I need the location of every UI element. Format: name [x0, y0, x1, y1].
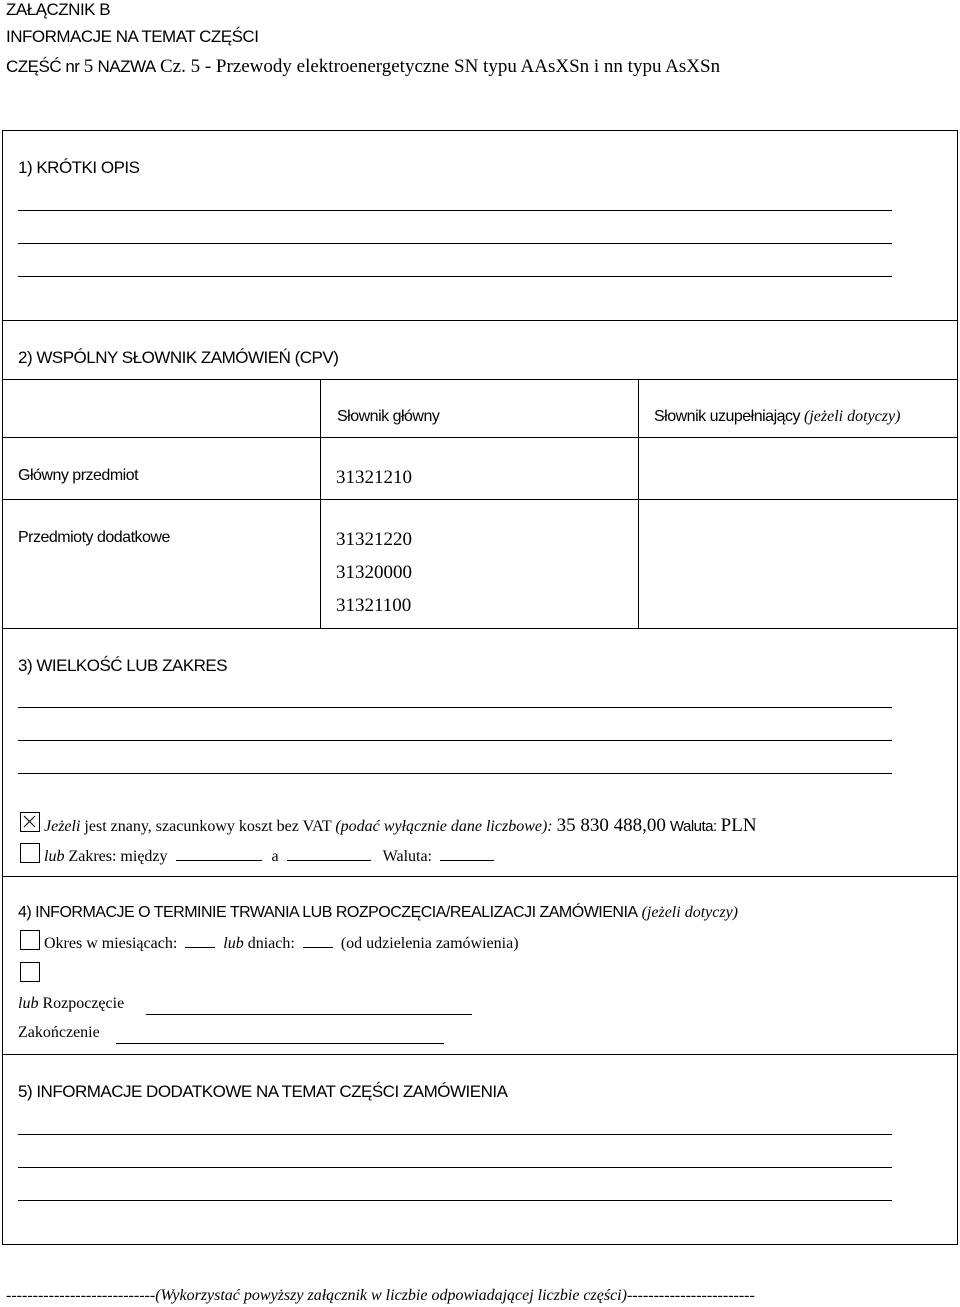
check-x-icon	[21, 813, 38, 830]
days-label: dniach:	[247, 935, 295, 952]
section1-title: 1) KRÓTKI OPIS	[18, 158, 140, 177]
blank-line	[18, 1200, 892, 1201]
section-heading: INFORMACJE NA TEMAT CZĘŚCI	[6, 27, 259, 46]
range-or: lub	[44, 848, 65, 865]
cpv-extra-code: 31321100	[336, 595, 412, 616]
blank-line	[18, 1134, 892, 1135]
months-checkbox[interactable]	[20, 930, 40, 950]
duration-line	[44, 933, 519, 953]
range-currency-label: Waluta:	[382, 848, 432, 865]
cost-note: (podać wyłącznie dane liczbowe):	[335, 818, 553, 835]
section4-note: (jeżeli dotyczy)	[641, 904, 738, 921]
part-number: 5	[83, 56, 94, 77]
part-line	[6, 56, 720, 78]
months-input[interactable]	[185, 933, 215, 948]
divider	[2, 320, 958, 321]
cost-label: jest znany, szacunkowy koszt bez VAT	[84, 818, 332, 835]
section4-header	[18, 904, 738, 922]
cpv-main-header: Słownik główny	[337, 408, 440, 425]
start-date-input[interactable]	[146, 1014, 472, 1015]
section4-title: 4) INFORMACJE O TERMINIE TRWANIA LUB ROZPOCZĘCIA/REALIZACJI ZAMÓWIENIA	[18, 904, 638, 921]
divider	[2, 876, 958, 877]
section2-title: 2) WSPÓLNY SŁOWNIK ZAMÓWIEŃ (CPV)	[18, 348, 339, 367]
blank-line	[18, 707, 892, 708]
part-name-label: NAZWA	[97, 57, 156, 76]
months-label: Okres w miesiącach:	[44, 935, 178, 952]
start-or: lub	[18, 995, 39, 1012]
cost-value: 35 830 488,00	[556, 815, 666, 836]
divider	[2, 499, 958, 500]
start-line	[18, 995, 124, 1013]
range-to-input[interactable]	[287, 846, 371, 861]
section5-title: 5) INFORMACJE DODATKOWE NA TEMAT CZĘŚCI ZAMÓWIENIA	[18, 1082, 508, 1101]
annex-title: ZAŁĄCZNIK B	[6, 0, 111, 19]
cpv-extra-row-label: Przedmioty dodatkowe	[18, 529, 170, 546]
currency-value: PLN	[720, 815, 757, 836]
range-label: Zakres: między	[68, 848, 168, 865]
blank-line	[18, 276, 892, 277]
footer-note	[6, 1287, 755, 1305]
range-currency-input[interactable]	[440, 846, 494, 861]
blank-line	[18, 1167, 892, 1168]
currency-label: Waluta:	[669, 818, 717, 835]
divider	[2, 437, 958, 438]
cpv-column-divider	[638, 379, 639, 628]
cpv-main-row-label: Główny przedmiot	[18, 467, 139, 484]
footer-text: (Wykorzystać powyższy załącznik w liczbie odpowiadającej liczbie części)	[155, 1287, 627, 1304]
blank-line	[18, 740, 892, 741]
cpv-column-divider	[320, 379, 321, 628]
cost-checkbox[interactable]	[20, 812, 40, 832]
cost-line	[44, 815, 757, 837]
from-award-note: (od udzielenia zamówienia)	[340, 935, 519, 952]
end-label: Zakończenie	[18, 1024, 100, 1041]
section3-title: 3) WIELKOŚĆ LUB ZAKRES	[18, 656, 228, 675]
part-number-label: CZĘŚĆ nr	[6, 57, 80, 76]
range-checkbox[interactable]	[20, 843, 40, 863]
divider	[2, 379, 958, 380]
duration-or: lub	[223, 935, 244, 952]
blank-line	[18, 773, 892, 774]
blank-line	[18, 243, 892, 244]
cpv-supp-note: (jeżeli dotyczy)	[804, 408, 901, 425]
days-input[interactable]	[303, 933, 333, 948]
blank-line	[18, 210, 892, 211]
cpv-extra-code: 31321220	[336, 529, 412, 550]
part-name: Cz. 5 - Przewody elektroenergetyczne SN typu AAsXSn i nn typu AsXSn	[159, 56, 721, 77]
form-frame	[2, 130, 958, 1245]
divider	[2, 1054, 958, 1055]
cpv-extra-code: 31320000	[336, 562, 412, 583]
cost-label-prefix: Jeżeli	[44, 818, 81, 835]
cpv-supp-header	[654, 408, 900, 426]
range-and: a	[271, 848, 279, 865]
end-date-input[interactable]	[116, 1043, 444, 1044]
range-from-input[interactable]	[176, 846, 262, 861]
dates-checkbox[interactable]	[20, 962, 40, 982]
range-line	[44, 846, 494, 866]
footer-dashes-left: ----------------------------	[6, 1287, 156, 1304]
cpv-supp-label: Słownik uzupełniający	[654, 408, 801, 425]
start-label: Rozpoczęcie	[42, 995, 125, 1012]
cpv-main-code: 31321210	[336, 467, 412, 488]
divider	[2, 628, 958, 629]
footer-dashes-right: ------------------------	[626, 1287, 755, 1304]
